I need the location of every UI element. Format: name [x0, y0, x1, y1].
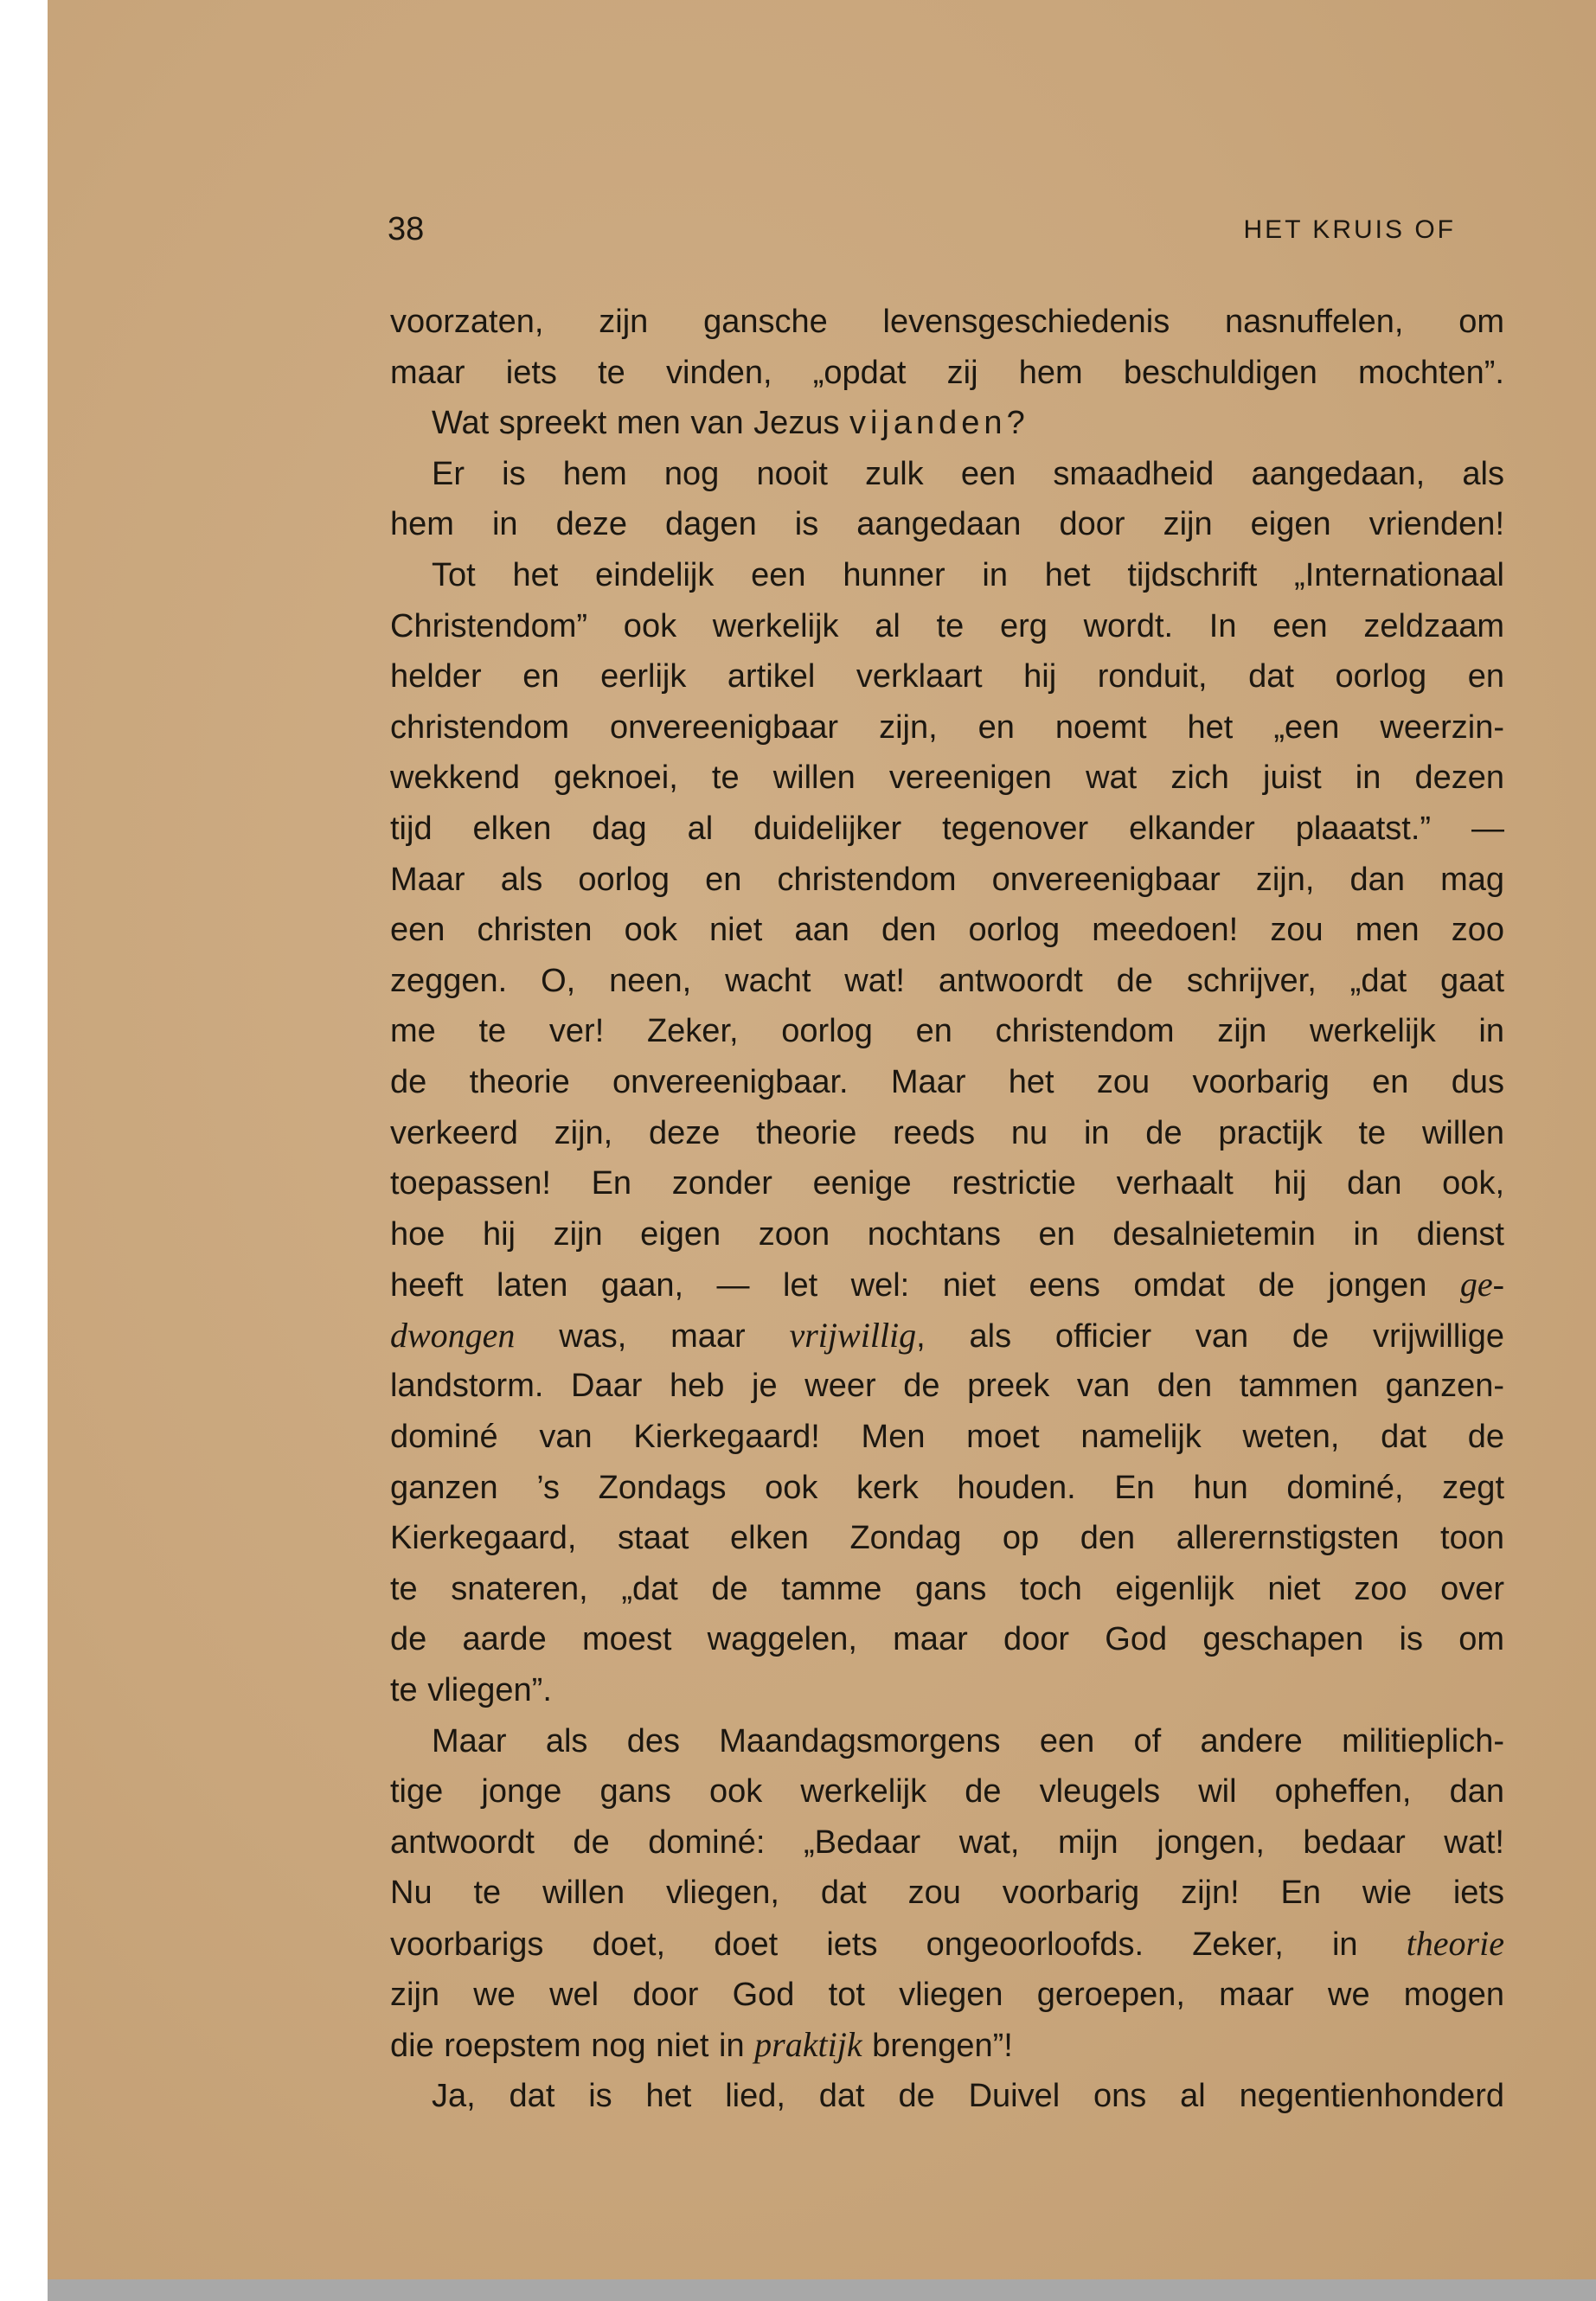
- text-line: [390, 499, 1504, 550]
- text-line: [390, 1158, 1504, 1209]
- text-segment: vijanden?: [849, 405, 1029, 442]
- text-line: [390, 1868, 1504, 1919]
- text-line: [390, 1311, 1504, 1362]
- text-segment: christendom onvereenigbaar zijn, en noemt het „een weerzin-: [390, 708, 1504, 746]
- text-segment: Christendom” ook werkelijk al te erg wordt. In een zeldzaam: [390, 607, 1504, 644]
- text-segment: die roepstem nog niet in: [390, 2028, 755, 2065]
- text-segment: dominé van Kierkegaard! Men moet namelijk weten, dat de: [390, 1419, 1504, 1456]
- text-segment: antwoordt de dominé: „Bedaar wat, mijn jongen, bedaar wat!: [390, 1823, 1504, 1861]
- text-line: [390, 702, 1504, 753]
- text-segment: zeggen. O, neen, wacht wat! antwoordt de schrijver, „dat gaat: [390, 962, 1504, 999]
- text-line: [390, 398, 1504, 449]
- text-line: [390, 449, 1504, 500]
- text-segment: toepassen! En zonder eenige restrictie verhaalt hij dan ook,: [390, 1165, 1504, 1202]
- text-line: [390, 1006, 1504, 1057]
- italic-text: theorie: [1406, 1924, 1504, 1963]
- text-segment: te snateren, „dat de tamme gans toch eigenlijk niet zoo over: [390, 1570, 1504, 1607]
- text-segment: voorzaten, zijn gansche levensgeschiedenis nasnuffelen, om: [390, 304, 1504, 340]
- text-line: [390, 1766, 1504, 1817]
- text-segment: Tot het eindelijk een hunner in het tijdschrift „Internationaal: [432, 556, 1504, 593]
- text-line: [390, 1817, 1504, 1868]
- text-line: [390, 1970, 1504, 2021]
- running-title: HET KRUIS OF: [1243, 215, 1456, 244]
- text-segment: tijd elken dag al duidelijker tegenover elkander plaaatst.” —: [390, 810, 1504, 847]
- text-segment: heeft laten gaan, — let wel: niet eens omdat de jongen: [390, 1267, 1460, 1304]
- text-segment: Ja, dat is het lied, dat de Duivel ons al negentienhonderd: [432, 2077, 1504, 2114]
- book-page: [48, 0, 1596, 2279]
- text-segment: Er is hem nog nooit zulk een smaadheid aangedaan, als: [432, 455, 1504, 492]
- text-segment: brengen”!: [862, 2028, 1013, 2065]
- body-text: [390, 297, 1504, 2121]
- text-line: [390, 1412, 1504, 1463]
- text-line: [390, 855, 1504, 906]
- scan-bottom-border: [48, 2279, 1596, 2301]
- italic-text: dwongen: [390, 1315, 516, 1355]
- text-line: [390, 1665, 1504, 1716]
- text-segment: zijn we wel door God tot vliegen geroepen, maar we mogen: [390, 1976, 1504, 2013]
- text-line: [390, 651, 1504, 702]
- text-line: [390, 2020, 1504, 2071]
- text-line: [390, 1209, 1504, 1260]
- text-segment: voorbarigs doet, doet iets ongeoorloofds. Zeker, in: [390, 1926, 1407, 1963]
- text-segment: Nu te willen vliegen, dat zou voorbarig zijn! En wie iets: [390, 1875, 1504, 1912]
- text-line: [390, 804, 1504, 855]
- text-line: [390, 1513, 1504, 1564]
- text-line: [390, 348, 1504, 399]
- page-number: 38: [388, 211, 425, 247]
- text-segment: tige jonge gans ook werkelijk de vleugels wil opheffen, dan: [390, 1773, 1504, 1811]
- text-line: [390, 1463, 1504, 1514]
- text-line: [390, 905, 1504, 956]
- text-line: [390, 1057, 1504, 1108]
- text-segment: landstorm. Daar heb je weer de preek van den tammen ganzen-: [390, 1368, 1504, 1405]
- text-line: [390, 1919, 1504, 1970]
- text-segment: was, maar: [515, 1317, 790, 1355]
- text-segment: ganzen ’s Zondags ook kerk houden. En hun dominé, zegt: [390, 1469, 1504, 1506]
- text-line: [390, 753, 1504, 804]
- text-line: [390, 1564, 1504, 1615]
- text-segment: , als officier van de vrijwillige: [916, 1317, 1504, 1355]
- text-segment: helder en eerlijk artikel verklaart hij ronduit, dat oorlog en: [390, 658, 1504, 695]
- text-line: [390, 2071, 1504, 2122]
- text-line: [390, 1259, 1504, 1311]
- text-segment: de aarde moest waggelen, maar door God geschapen is om: [390, 1621, 1504, 1658]
- text-line: [390, 601, 1504, 652]
- italic-text: vrijwillig: [789, 1315, 917, 1355]
- text-line: [390, 1614, 1504, 1665]
- text-line: [390, 297, 1504, 348]
- text-segment: een christen ook niet aan den oorlog meedoen! zou men zoo: [390, 912, 1504, 949]
- text-line: [390, 1361, 1504, 1412]
- text-segment: hoe hij zijn eigen zoon nochtans en desalnietemin in dienst: [390, 1215, 1504, 1253]
- text-segment: wekkend geknoei, te willen vereenigen wat zich juist in dezen: [390, 760, 1504, 797]
- text-segment: verkeerd zijn, deze theorie reeds nu in de practijk te willen: [390, 1114, 1504, 1151]
- text-segment: Maar als des Maandagsmorgens een of andere militieplich-: [432, 1722, 1504, 1759]
- text-segment: maar iets te vinden, „opdat zij hem beschuldigen mochten”.: [390, 354, 1504, 391]
- text-segment: te vliegen”.: [390, 1672, 552, 1709]
- text-segment: Kierkegaard, staat elken Zondag op den allerernstigsten toon: [390, 1520, 1504, 1557]
- text-segment: hem in deze dagen is aangedaan door zijn eigen vrienden!: [390, 506, 1504, 543]
- text-segment: Maar als oorlog en christendom onvereenigbaar zijn, dan mag: [390, 861, 1504, 898]
- text-line: [390, 1716, 1504, 1767]
- text-segment: me te ver! Zeker, oorlog en christendom zijn werkelijk in: [390, 1013, 1504, 1050]
- text-line: [390, 1108, 1504, 1159]
- text-segment: Wat spreekt men van Jezus: [432, 405, 850, 442]
- italic-text: ge-: [1459, 1265, 1504, 1304]
- text-line: [390, 550, 1504, 601]
- text-line: [390, 956, 1504, 1007]
- text-segment: de theorie onvereenigbaar. Maar het zou voorbarig en dus: [390, 1063, 1504, 1100]
- italic-text: praktijk: [754, 2025, 862, 2065]
